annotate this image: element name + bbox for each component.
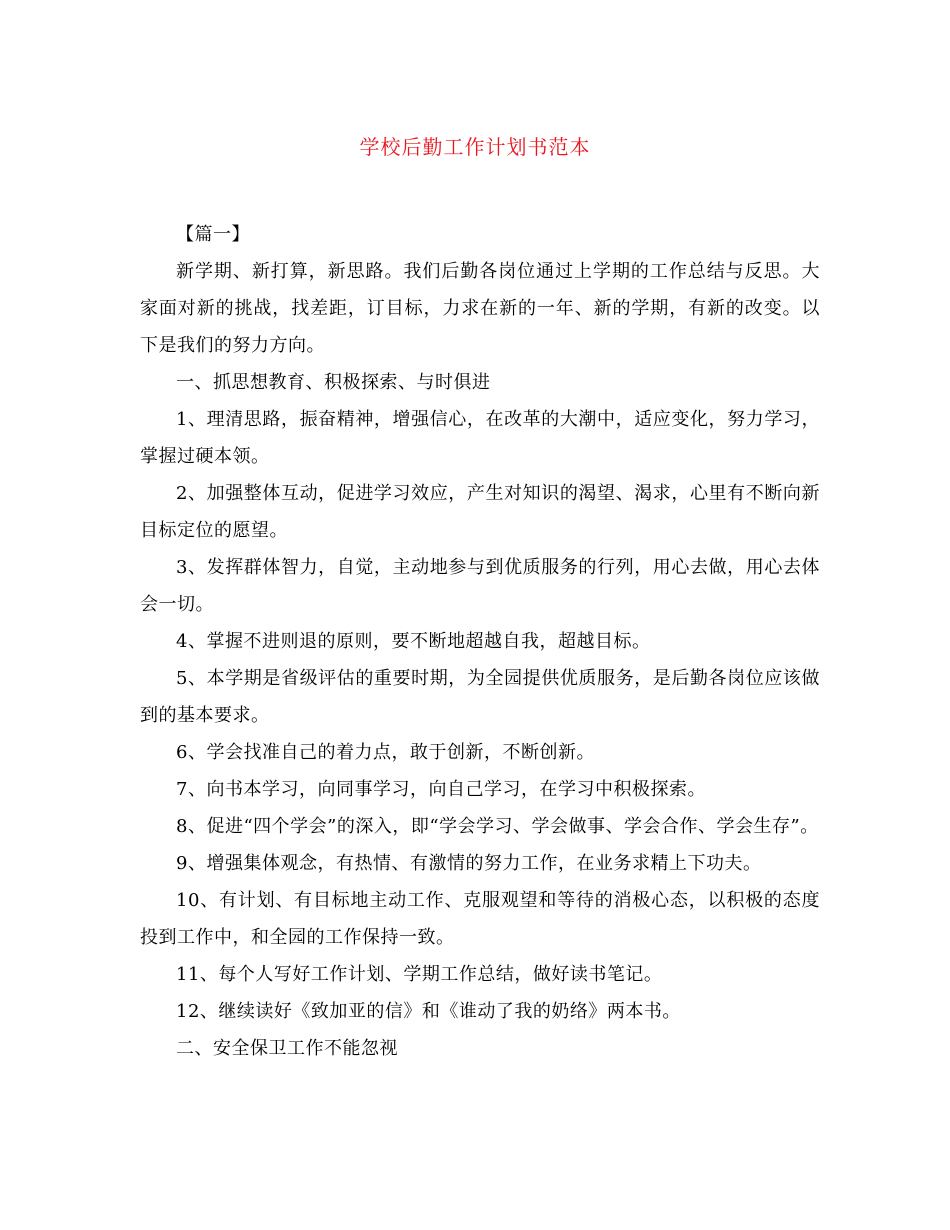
- list-item-10: 10、有计划、有目标地主动工作、克服观望和等待的消极心态，以积极的态度投到工作中，和全园的工作保持一致。: [140, 890, 820, 948]
- document-title: 学校后勤工作计划书范本: [359, 135, 591, 159]
- section-marker: 【篇一】: [176, 224, 250, 245]
- list-item-6: 6、学会找准自己的着力点，敢于创新，不断创新。: [176, 742, 595, 763]
- intro-paragraph: 新学期、新打算，新思路。我们后勤各岗位通过上学期的工作总结与反思。大家面对新的挑战，找差距，订目标，力求在新的一年、新的学期，有新的改变。以下是我们的努力方向。: [140, 261, 820, 356]
- list-item-11: 11、每个人写好工作计划、学期工作总结，做好读书笔记。: [176, 964, 663, 985]
- section-heading-1: 一、抓思想教育、积极探索、与时俱进: [176, 372, 491, 393]
- list-item-4: 4、掌握不进则退的原则，要不断地超越自我，超越目标。: [176, 631, 651, 652]
- list-item-9: 9、增强集体观念，有热情、有激情的努力工作，在业务求精上下功夫。: [176, 853, 762, 874]
- list-item-12: 12、继续读好《致加亚的信》和《谁动了我的奶络》两本书。: [176, 1001, 681, 1022]
- list-item-5: 5、本学期是省级评估的重要时期，为全园提供优质服务，是后勤各岗位应该做到的基本要求。: [140, 668, 820, 726]
- document-body: [140, 216, 820, 1067]
- list-item-8: 8、促进“四个学会”的深入，即“学会学习、学会做事、学会合作、学会生存”。: [176, 816, 819, 837]
- section-heading-2: 二、安全保卫工作不能忽视: [176, 1038, 398, 1059]
- list-item-1: 1、理清思路，振奋精神，增强信心，在改革的大潮中，适应变化，努力学习，掌握过硬本领。: [140, 409, 820, 467]
- list-item-7: 7、向书本学习，向同事学习，向自己学习，在学习中积极探索。: [176, 779, 706, 800]
- list-item-3: 3、发挥群体智力，自觉，主动地参与到优质服务的行列，用心去做，用心去体会一切。: [140, 557, 820, 615]
- list-item-2: 2、加强整体互动，促进学习效应，产生对知识的渴望、渴求，心里有不断向新目标定位的愿望。: [140, 483, 820, 541]
